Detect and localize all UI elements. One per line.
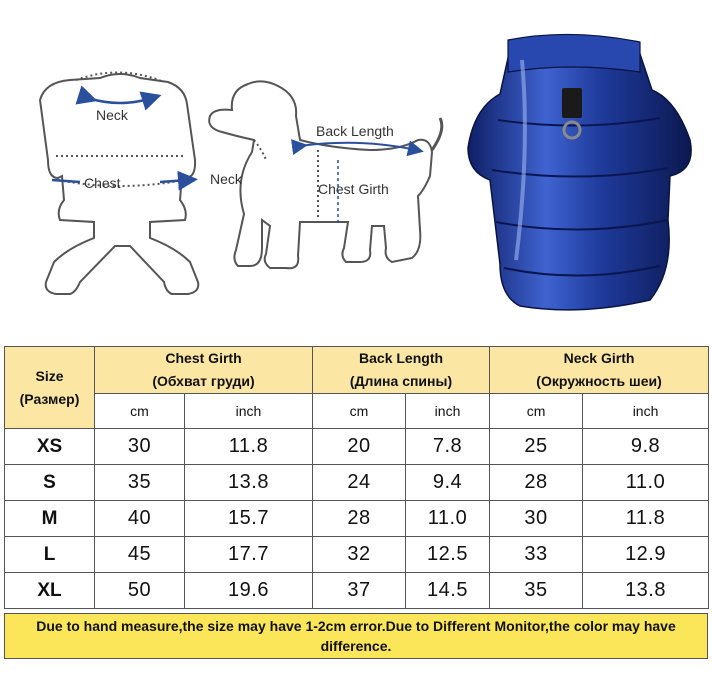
table-row: [5, 537, 709, 573]
value-cell: 32: [313, 537, 406, 573]
chest-girth-subtitle: (Обхват груди): [152, 373, 255, 389]
value-cell: 30: [490, 501, 583, 537]
unit-header: cm: [95, 394, 185, 429]
value-cell: 9.8: [583, 429, 709, 465]
value-cell: 11.0: [406, 501, 490, 537]
value-cell: 11.8: [583, 501, 709, 537]
size-chart-table: [4, 346, 709, 609]
unit-header: inch: [583, 394, 709, 429]
jacket-photo: [468, 34, 691, 309]
value-cell: 11.8: [185, 429, 313, 465]
value-cell: 7.8: [406, 429, 490, 465]
size-cell: S: [5, 465, 95, 501]
value-cell: 12.9: [583, 537, 709, 573]
dog-diagram: [209, 81, 442, 268]
value-cell: 13.8: [185, 465, 313, 501]
dog-chest-girth-label: Chest Girth: [318, 181, 389, 197]
size-cell: L: [5, 537, 95, 573]
size-cell: M: [5, 501, 95, 537]
value-cell: 17.7: [185, 537, 313, 573]
value-cell: 11.0: [583, 465, 709, 501]
value-cell: 40: [95, 501, 185, 537]
size-header: [5, 347, 95, 429]
neck-girth-header: [490, 347, 709, 394]
value-cell: 20: [313, 429, 406, 465]
unit-header: cm: [490, 394, 583, 429]
value-cell: 9.4: [406, 465, 490, 501]
table-header-row: [5, 347, 709, 394]
value-cell: 35: [95, 465, 185, 501]
value-cell: 28: [313, 501, 406, 537]
value-cell: 50: [95, 573, 185, 609]
back-length-header: [313, 347, 490, 394]
dog-back-length-label: Back Length: [316, 123, 394, 139]
value-cell: 37: [313, 573, 406, 609]
value-cell: 28: [490, 465, 583, 501]
disclaimer-line1: Due to hand measure,the size may have 1-2cm error.Due to Different Monitor,the color may have: [36, 618, 676, 634]
garment-neck-arrow: [88, 98, 152, 103]
value-cell: 13.8: [583, 573, 709, 609]
unit-header: inch: [406, 394, 490, 429]
table-row: [5, 429, 709, 465]
unit-header: inch: [185, 394, 313, 429]
chest-girth-title: Chest Girth: [165, 350, 242, 366]
table-row: [5, 501, 709, 537]
table-row: [5, 573, 709, 609]
disclaimer-note: [4, 613, 708, 659]
neck-girth-title: Neck Girth: [563, 350, 635, 366]
value-cell: 24: [313, 465, 406, 501]
disclaimer-line2: difference.: [320, 638, 392, 654]
size-cell: XL: [5, 573, 95, 609]
value-cell: 19.6: [185, 573, 313, 609]
unit-header-row: [5, 394, 709, 429]
value-cell: 12.5: [406, 537, 490, 573]
value-cell: 14.5: [406, 573, 490, 609]
value-cell: 45: [95, 537, 185, 573]
back-length-subtitle: (Длина спины): [349, 373, 453, 389]
unit-header: cm: [313, 394, 406, 429]
value-cell: 25: [490, 429, 583, 465]
table-row: [5, 465, 709, 501]
dog-neck-label: Neck: [210, 171, 242, 187]
value-cell: 30: [95, 429, 185, 465]
size-header-line2: (Размер): [19, 390, 80, 407]
illustration-area: [0, 0, 712, 336]
value-cell: 35: [490, 573, 583, 609]
value-cell: 33: [490, 537, 583, 573]
value-cell: 15.7: [185, 501, 313, 537]
size-cell: XS: [5, 429, 95, 465]
chest-girth-header: [95, 347, 313, 394]
back-length-title: Back Length: [359, 350, 444, 366]
neck-girth-subtitle: (Окружность шеи): [536, 373, 662, 389]
size-header-line1: Size: [35, 367, 64, 384]
garment-chest-label: Chest: [84, 175, 121, 191]
garment-neck-label: Neck: [96, 107, 128, 123]
